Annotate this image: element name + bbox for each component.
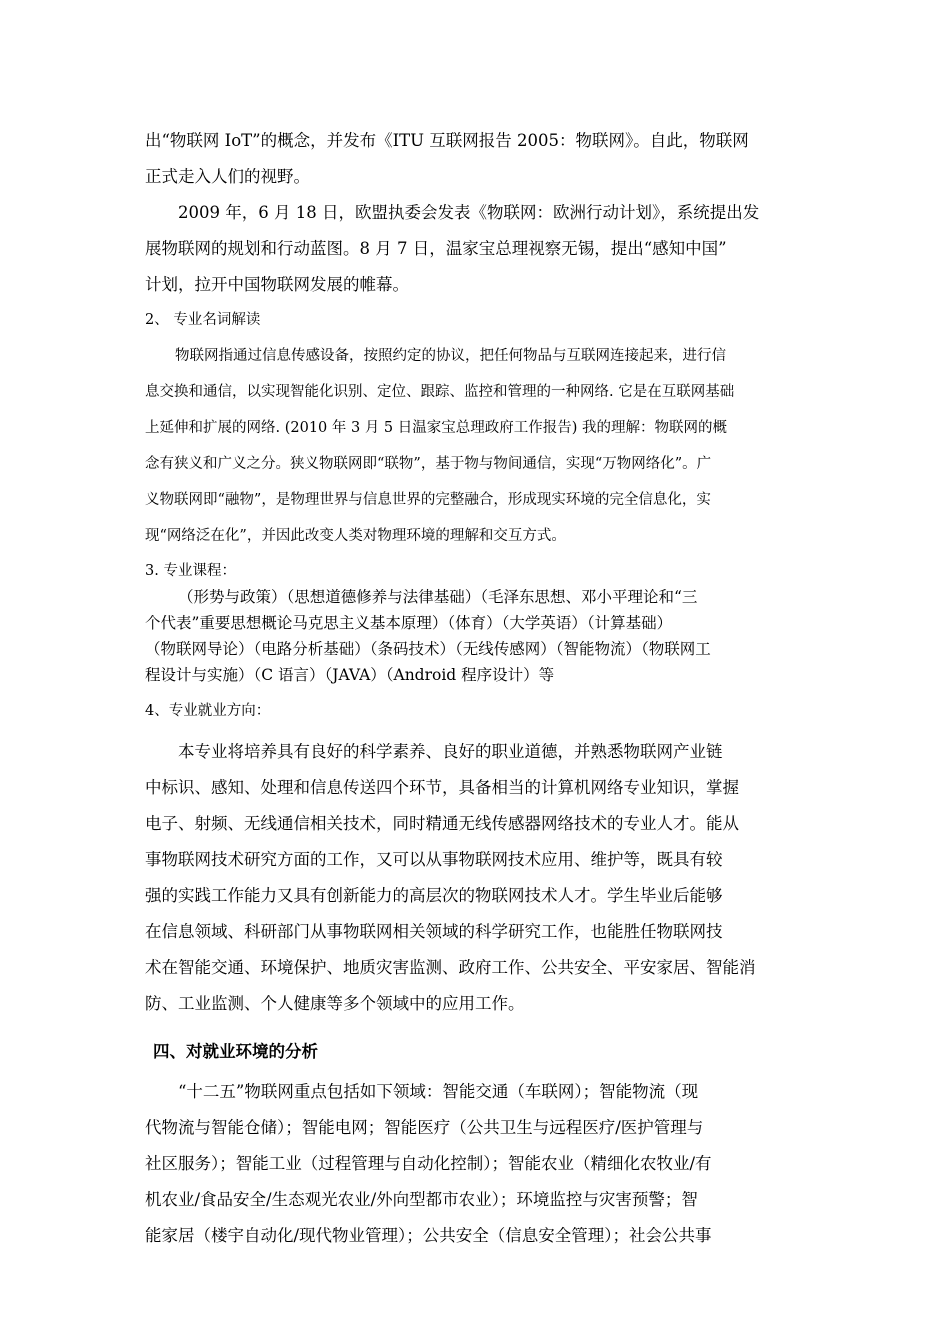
section2-line-5: 义物联网即“融物”，是物理世界与信息世界的完整融合，形成现实环境的完全信息化，实 [145,492,711,508]
section2-heading: 2、 专业名词解读 [145,312,261,328]
section4-line-7: 术在智能交通、环境保护、地质灾害监测、政府工作、公共安全、平安家居、智能消 [145,958,756,977]
section2-line-4: 念有狭义和广义之分。狭义物联网即“联物”，基于物与物间通信，实现“万物网络化”。广 [145,456,712,472]
course-line-1: （形势与政策）（思想道德修养与法律基础）（毛泽东思想、邓小平理论和“三 [178,588,698,606]
course-line-4: 程设计与实施）（C 语言）（JAVA）（Android 程序设计）等 [145,666,555,684]
section2-line-2: 息交换和通信，以实现智能化识别、定位、跟踪、监控和管理的一种网络. 它是在互联网基础 [145,384,735,400]
employment-analysis-line-2: 代物流与智能仓储）；智能电网；智能医疗（公共卫生与远程医疗/医护管理与 [145,1118,704,1137]
section2-line-1: 物联网指通过信息传感设备，按照约定的协议，把任何物品与互联网连接起来，进行信 [175,348,726,364]
employment-analysis-heading: 四、对就业环境的分析 [153,1042,318,1061]
course-line-3: （物联网导论）（电路分析基础）（条码技术）（无线传感网）（智能物流）（物联网工 [145,640,711,658]
section4-line-8: 防、工业监测、个人健康等多个领域中的应用工作。 [145,994,525,1013]
section4-line-4: 事物联网技术研究方面的工作，又可以从事物联网技术应用、维护等，既具有较 [145,850,723,869]
section4-line-1: 本专业将培养具有良好的科学素养、良好的职业道德，并熟悉物联网产业链 [178,742,723,761]
employment-analysis-line-4: 机农业/食品安全/生态观光农业/外向型都市农业）；环境监控与灾害预警；智 [145,1190,698,1209]
section4-line-3: 电子、射频、无线通信相关技术，同时精通无线传感器网络技术的专业人才。能从 [145,814,739,833]
section4-heading: 4、专业就业方向： [145,703,271,719]
employment-analysis-line-3: 社区服务）；智能工业（过程管理与自动化控制）；智能农业（精细化农牧业/有 [145,1154,712,1173]
course-line-2: 个代表”重要思想概论马克思主义基本原理）（体育）（大学英语）（计算基础） [145,614,673,632]
paragraph-2009-line-3: 计划，拉开中国物联网发展的帷幕。 [145,275,409,294]
section2-line-6: 现“网络泛在化”，并因此改变人类对物理环境的理解和交互方式。 [145,528,566,544]
history-line-2: 正式走入人们的视野。 [145,167,310,186]
history-line-1: 出“物联网 IoT”的概念，并发布《ITU 互联网报告 2005：物联网》。自此，物联网 [145,131,749,150]
section2-line-3: 上延伸和扩展的网络. (2010 年 3 月 5 日温家宝总理政府工作报告) 我的理解：物联网的概 [145,420,728,436]
paragraph-2009-line-2: 展物联网的规划和行动蓝图。8 月 7 日，温家宝总理视察无锡，提出“感知中国” [145,239,727,258]
section4-line-5: 强的实践工作能力又具有创新能力的高层次的物联网技术人才。学生毕业后能够 [145,886,723,905]
section4-line-2: 中标识、感知、处理和信息传送四个环节，具备相当的计算机网络专业知识，掌握 [145,778,739,797]
employment-analysis-line-5: 能家居（楼宇自动化/现代物业管理）；公共安全（信息安全管理）；社会公共事 [145,1226,712,1245]
section4-line-6: 在信息领域、科研部门从事物联网相关领域的科学研究工作，也能胜任物联网技 [145,922,723,941]
section3-heading: 3. 专业课程： [145,563,236,579]
paragraph-2009-line-1: 2009 年，6 月 18 日，欧盟执委会发表《物联网：欧洲行动计划》，系统提出发 [178,203,760,222]
employment-analysis-line-1: “十二五”物联网重点包括如下领域：智能交通（车联网）；智能物流（现 [178,1082,699,1101]
